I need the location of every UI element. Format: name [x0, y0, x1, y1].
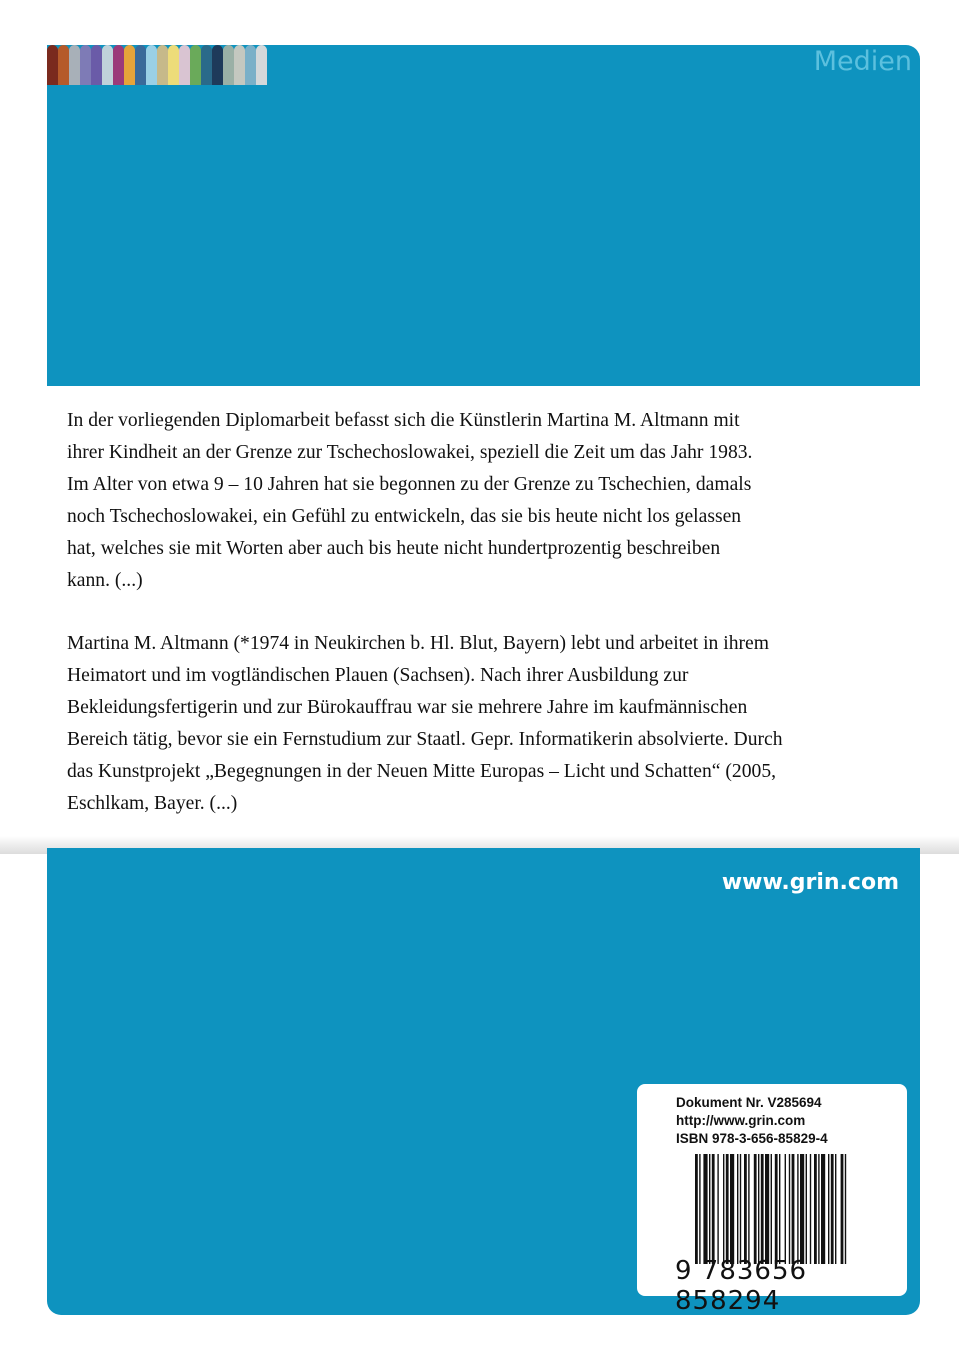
color-stripe [91, 45, 102, 85]
barcode-bar [810, 1154, 811, 1264]
text-line: Im Alter von etwa 9 – 10 Jahren hat sie begonnen zu der Grenze zu Tschechien, damals [67, 474, 752, 495]
color-stripe [179, 45, 190, 85]
barcode-label [637, 1084, 907, 1316]
text-line: Heimatort und im vogtländischen Plauen (Sachsen). Nach ihrer Ausbildung zur [67, 665, 689, 686]
publisher-url: http://www.grin.com [676, 1113, 806, 1128]
color-stripe [256, 45, 267, 85]
author-bio-paragraph [67, 628, 907, 820]
barcode-bar [785, 1154, 786, 1264]
barcode-bar [709, 1154, 710, 1264]
barcode-bar [841, 1154, 844, 1264]
barcode-bar [699, 1154, 700, 1264]
barcode-bar [800, 1154, 804, 1264]
barcode-bar [712, 1154, 715, 1264]
barcode-bar [717, 1154, 718, 1264]
barcode-bar [789, 1154, 790, 1264]
color-stripe [135, 45, 146, 85]
color-stripe [223, 45, 234, 85]
barcode-bar [775, 1154, 778, 1264]
barcode-bar [744, 1154, 747, 1264]
barcode-bar [758, 1154, 759, 1264]
top-color-panel [47, 45, 920, 386]
barcode-bar [828, 1154, 829, 1264]
color-stripe [190, 45, 201, 85]
text-line: kann. (...) [67, 570, 143, 591]
text-line: noch Tschechoslowakei, ein Gefühl zu entwickeln, das sie bis heute nicht los gelassen [67, 506, 742, 527]
color-stripe [47, 45, 58, 85]
color-stripe [113, 45, 124, 85]
color-stripe [146, 45, 157, 85]
barcode-bar [703, 1154, 707, 1264]
color-stripe [124, 45, 135, 85]
color-stripe [157, 45, 168, 85]
barcode-bar [754, 1154, 757, 1264]
text-line: In der vorliegenden Diplomarbeit befasst sich die Künstlerin Martina M. Altmann mit [67, 410, 740, 431]
barcode-bar [730, 1154, 734, 1264]
barcode-bar [779, 1154, 780, 1264]
text-line: Martina M. Altmann (*1974 in Neukirchen b. Hl. Blut, Bayern) lebt und arbeitet in ihrem [67, 633, 769, 654]
barcode-bar [821, 1154, 825, 1264]
barcode-bar [792, 1154, 795, 1264]
barcode-bar [726, 1154, 729, 1264]
barcode-bar [737, 1154, 738, 1264]
barcode-bar [797, 1154, 798, 1264]
barcode-bar [723, 1154, 724, 1264]
document-number: Dokument Nr. V285694 [676, 1095, 822, 1110]
website-link[interactable]: www.grin.com [721, 870, 899, 895]
abstract-paragraph [67, 405, 907, 597]
color-stripe [212, 45, 223, 85]
barcode-bars [695, 1154, 893, 1264]
barcode-bar [761, 1154, 764, 1264]
barcode-bar [818, 1154, 819, 1264]
text-line: hat, welches sie mit Worten aber auch bis heute nicht hundertprozentig beschreiben [67, 538, 721, 559]
text-line: das Kunstprojekt „Begegnungen in der Neuen Mitte Europas – Licht und Schatten“ (2005, [67, 761, 777, 782]
color-stripe [245, 45, 256, 85]
text-line: ihrer Kindheit an der Grenze zur Tschechoslowakei, speziell die Zeit um das Jahr 1983. [67, 442, 753, 463]
barcode-bar [765, 1154, 769, 1264]
barcode-bar [748, 1154, 749, 1264]
series-label: Medien [813, 46, 912, 77]
color-stripe [234, 45, 245, 85]
barcode-bar [806, 1154, 807, 1264]
isbn-text: ISBN 978-3-656-85829-4 [676, 1131, 828, 1146]
color-stripe [201, 45, 212, 85]
color-stripe [80, 45, 91, 85]
color-stripe [168, 45, 179, 85]
barcode-bar [831, 1154, 834, 1264]
color-stripes [47, 45, 377, 85]
text-line: Bekleidungsfertigerin und zur Bürokauffrau war sie mehrere Jahre im kaufmännischen [67, 697, 748, 718]
barcode-bar [814, 1154, 817, 1264]
barcode-digits: 9 783656 858294 [675, 1256, 808, 1316]
barcode-bar [771, 1154, 772, 1264]
color-stripe [102, 45, 113, 85]
text-line: Eschlkam, Bayer. (...) [67, 793, 238, 814]
barcode-bar [845, 1154, 846, 1264]
color-stripe [69, 45, 80, 85]
text-line: Bereich tätig, bevor sie ein Fernstudium zur Staatl. Gepr. Informatikerin absolvierte. Durch [67, 729, 783, 750]
barcode-bar [835, 1154, 836, 1264]
barcode-bar [695, 1154, 698, 1264]
barcode-bar [740, 1154, 741, 1264]
color-stripe [58, 45, 69, 85]
